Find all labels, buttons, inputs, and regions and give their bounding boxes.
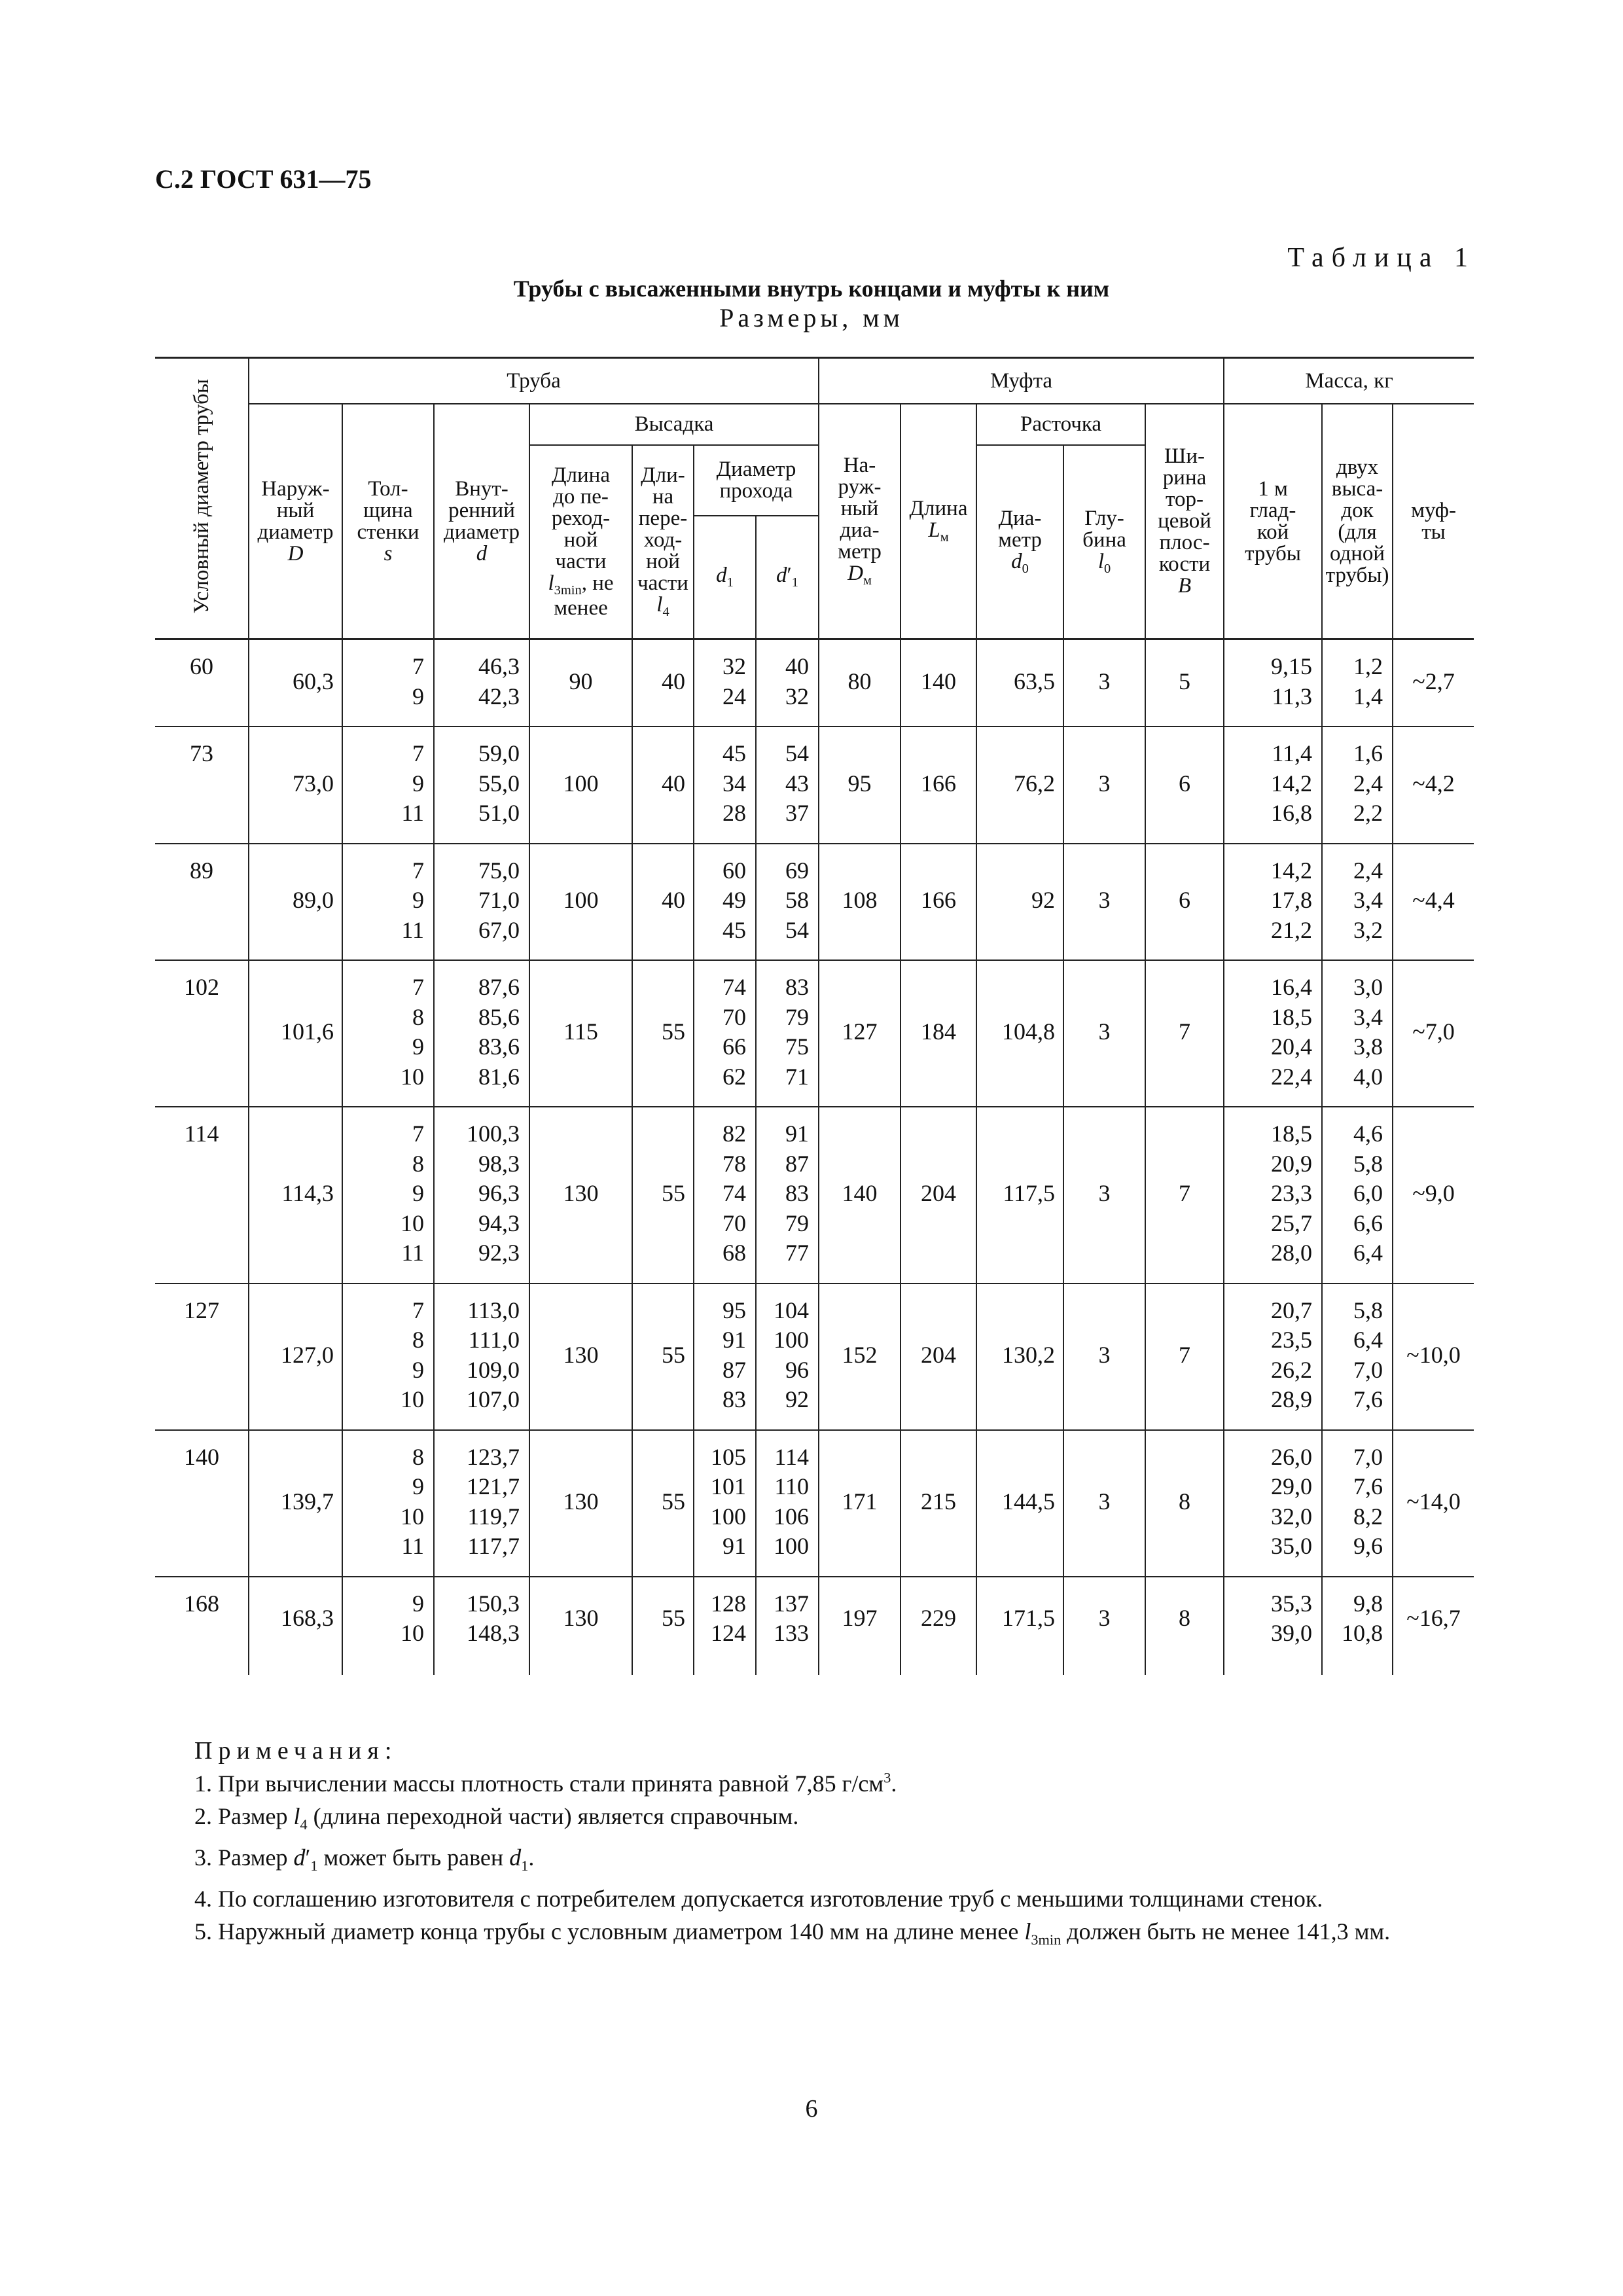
cell-inner-diameter: 75,0 71,0 67,0: [434, 844, 529, 961]
cell-wall-thickness: 7 9: [342, 639, 434, 727]
cell-mass-1m: 18,5 20,9 23,3 25,7 28,0: [1224, 1107, 1322, 1283]
cell-coupling-outer-diameter: 197: [819, 1577, 901, 1675]
cell-boring-depth: 3: [1063, 726, 1145, 844]
cell-end-face-width: 6: [1145, 726, 1224, 844]
cell-mass-coupling: ~10,0: [1393, 1283, 1474, 1430]
header-d1-prime: $d'_1$: [756, 516, 819, 639]
table-row: [155, 960, 1474, 1107]
table-row: [155, 726, 1474, 844]
note-3: 3. Размер $d'_1$ может быть равен $d_1$.: [194, 1844, 535, 1874]
cell-nominal-diameter: 73: [155, 726, 249, 844]
cell-mass-coupling: ~14,0: [1393, 1430, 1474, 1577]
cell-coupling-length: 215: [901, 1430, 976, 1577]
cell-coupling-length: 229: [901, 1577, 976, 1675]
cell-mass-coupling: ~7,0: [1393, 960, 1474, 1107]
table-title: Трубы с высаженными внутрь концами и муфты к ним: [513, 276, 1110, 302]
cell-nominal-diameter: 89: [155, 844, 249, 961]
cell-transition-length: 130: [529, 1577, 632, 1675]
cell-boring-diameter: 144,5: [976, 1430, 1063, 1577]
cell-boring-diameter: 63,5: [976, 639, 1063, 727]
page-number: 6: [805, 2095, 818, 2123]
cell-mass-coupling: ~4,4: [1393, 844, 1474, 961]
table-subtitle: Размеры, мм: [719, 303, 904, 332]
cell-d1: 32 24: [694, 639, 756, 727]
cell-end-face-width: 8: [1145, 1577, 1224, 1675]
cell-mass-coupling: ~9,0: [1393, 1107, 1474, 1283]
cell-mass-1m: 14,2 17,8 21,2: [1224, 844, 1322, 961]
cell-d1: 74 70 66 62: [694, 960, 756, 1107]
cell-inner-diameter: 123,7 121,7 119,7 117,7: [434, 1430, 529, 1577]
document-header: С.2 ГОСТ 631—75: [155, 164, 372, 194]
cell-coupling-outer-diameter: 127: [819, 960, 901, 1107]
cell-outer-diameter: 114,3: [249, 1107, 342, 1283]
cell-nominal-diameter: 168: [155, 1577, 249, 1675]
cell-mass-1m: 35,3 39,0: [1224, 1577, 1322, 1675]
header-mass-two-upsets: двух выса- док (для одной трубы): [1322, 404, 1393, 639]
cell-mass-coupling: ~4,2: [1393, 726, 1474, 844]
cell-outer-diameter: 89,0: [249, 844, 342, 961]
cell-boring-diameter: 104,8: [976, 960, 1063, 1107]
cell-mass-two-upsets: 7,0 7,6 8,2 9,6: [1322, 1430, 1393, 1577]
cell-wall-thickness: 8 9 10 11: [342, 1430, 434, 1577]
table-body: [155, 639, 1474, 1675]
cell-transition-part-length: 40: [632, 844, 694, 961]
table-row: [155, 1283, 1474, 1430]
note-1: 1. При вычислении массы плотность стали принята равной 7,85 $г/см^3$.: [194, 1769, 897, 1797]
cell-outer-diameter: 60,3: [249, 639, 342, 727]
cell-coupling-outer-diameter: 108: [819, 844, 901, 961]
cell-inner-diameter: 46,3 42,3: [434, 639, 529, 727]
header-mass-1m: 1 м глад- кой трубы: [1224, 404, 1322, 639]
notes-section: [155, 1734, 1474, 1956]
cell-d1: 82 78 74 70 68: [694, 1107, 756, 1283]
cell-d1-prime: 54 43 37: [756, 726, 819, 844]
cell-inner-diameter: 113,0 111,0 109,0 107,0: [434, 1283, 529, 1430]
cell-mass-two-upsets: 1,2 1,4: [1322, 639, 1393, 727]
cell-coupling-outer-diameter: 140: [819, 1107, 901, 1283]
cell-d1: 128 124: [694, 1577, 756, 1675]
note-2: 2. Размер $l_4$ (длина переходной части) является справочным.: [194, 1803, 799, 1833]
cell-mass-two-upsets: 9,8 10,8: [1322, 1577, 1393, 1675]
header-coupling-outer-diameter: На- руж- ный диа- метр $D_м$: [819, 404, 901, 639]
cell-d1-prime: 114 110 106 100: [756, 1430, 819, 1577]
header-end-face-width: Ши- рина тор- цевой плос- кости B: [1145, 404, 1224, 639]
table-row: [155, 1107, 1474, 1283]
cell-mass-coupling: ~16,7: [1393, 1577, 1474, 1675]
cell-boring-diameter: 76,2: [976, 726, 1063, 844]
cell-mass-two-upsets: 1,6 2,4 2,2: [1322, 726, 1393, 844]
cell-boring-depth: 3: [1063, 639, 1145, 727]
cell-d1-prime: 104 100 96 92: [756, 1283, 819, 1430]
note-5: 5. Наружный диаметр конца трубы с условным диаметром 140 мм на длине менее $l_{3min}$ должен быть не менее 141,3 мм.: [194, 1918, 1391, 1948]
header-boring-depth: Глу- бина $l_0$: [1063, 445, 1145, 639]
notes-title: Примечания:: [194, 1737, 398, 1765]
cell-end-face-width: 7: [1145, 1107, 1224, 1283]
cell-d1-prime: 83 79 75 71: [756, 960, 819, 1107]
table-row: [155, 844, 1474, 961]
cell-transition-length: 130: [529, 1107, 632, 1283]
cell-d1: 60 49 45: [694, 844, 756, 961]
cell-d1-prime: 69 58 54: [756, 844, 819, 961]
cell-transition-part-length: 40: [632, 639, 694, 727]
cell-wall-thickness: 7 9 11: [342, 726, 434, 844]
cell-d1: 105 101 100 91: [694, 1430, 756, 1577]
cell-transition-part-length: 55: [632, 960, 694, 1107]
cell-wall-thickness: 7 8 9 10: [342, 1283, 434, 1430]
cell-d1-prime: 137 133: [756, 1577, 819, 1675]
cell-coupling-length: 204: [901, 1107, 976, 1283]
cell-outer-diameter: 168,3: [249, 1577, 342, 1675]
cell-coupling-outer-diameter: 95: [819, 726, 901, 844]
table-header: [155, 358, 1474, 639]
cell-coupling-length: 140: [901, 639, 976, 727]
header-coupling: Муфта: [819, 358, 1224, 404]
cell-outer-diameter: 101,6: [249, 960, 342, 1107]
cell-transition-length: 90: [529, 639, 632, 727]
cell-d1: 45 34 28: [694, 726, 756, 844]
header-mass: Масса, кг: [1224, 358, 1474, 404]
cell-coupling-outer-diameter: 152: [819, 1283, 901, 1430]
cell-mass-two-upsets: 4,6 5,8 6,0 6,6 6,4: [1322, 1107, 1393, 1283]
table-number: Таблица 1: [1287, 243, 1476, 273]
cell-wall-thickness: 7 8 9 10: [342, 960, 434, 1107]
cell-boring-diameter: 117,5: [976, 1107, 1063, 1283]
cell-mass-1m: 9,15 11,3: [1224, 639, 1322, 727]
cell-transition-part-length: 55: [632, 1283, 694, 1430]
cell-transition-length: 130: [529, 1283, 632, 1430]
cell-end-face-width: 8: [1145, 1430, 1224, 1577]
cell-inner-diameter: 59,0 55,0 51,0: [434, 726, 529, 844]
header-bore-diameter: Диаметр прохода: [694, 445, 819, 516]
cell-boring-depth: 3: [1063, 1107, 1145, 1283]
cell-wall-thickness: 7 9 11: [342, 844, 434, 961]
cell-end-face-width: 5: [1145, 639, 1224, 727]
header-d1: $d_1$: [694, 516, 756, 639]
cell-inner-diameter: 150,3 148,3: [434, 1577, 529, 1675]
cell-coupling-outer-diameter: 80: [819, 639, 901, 727]
cell-d1-prime: 40 32: [756, 639, 819, 727]
cell-nominal-diameter: 140: [155, 1430, 249, 1577]
note-4: 4. По соглашению изготовителя с потребителем допускается изготовление труб с меньшими толщинами стенок.: [194, 1885, 1323, 1912]
cell-boring-diameter: 130,2: [976, 1283, 1063, 1430]
header-boring: Расточка: [976, 404, 1145, 445]
dimensions-table: [155, 357, 1474, 1675]
header-mass-coupling: муф- ты: [1393, 404, 1474, 639]
cell-inner-diameter: 87,6 85,6 83,6 81,6: [434, 960, 529, 1107]
cell-wall-thickness: 9 10: [342, 1577, 434, 1675]
cell-outer-diameter: 73,0: [249, 726, 342, 844]
cell-boring-depth: 3: [1063, 1577, 1145, 1675]
cell-boring-depth: 3: [1063, 960, 1145, 1107]
cell-end-face-width: 6: [1145, 844, 1224, 961]
header-coupling-length: Длина $L_м$: [901, 404, 976, 639]
header-nominal-diameter: Условный диаметр трубы: [155, 358, 249, 639]
cell-transition-part-length: 55: [632, 1577, 694, 1675]
cell-inner-diameter: 100,3 98,3 96,3 94,3 92,3: [434, 1107, 529, 1283]
cell-end-face-width: 7: [1145, 960, 1224, 1107]
table-row: [155, 639, 1474, 727]
cell-transition-length: 130: [529, 1430, 632, 1577]
header-boring-diameter: Диа- метр $d_0$: [976, 445, 1063, 639]
table-row: [155, 1577, 1474, 1675]
cell-nominal-diameter: 114: [155, 1107, 249, 1283]
cell-mass-coupling: ~2,7: [1393, 639, 1474, 727]
cell-transition-length: 100: [529, 726, 632, 844]
cell-coupling-outer-diameter: 171: [819, 1430, 901, 1577]
cell-d1-prime: 91 87 83 79 77: [756, 1107, 819, 1283]
header-transition-part-length: Дли- на пере- ход- ной части $l_4$: [632, 445, 694, 639]
cell-coupling-length: 184: [901, 960, 976, 1107]
cell-mass-1m: 11,4 14,2 16,8: [1224, 726, 1322, 844]
cell-mass-two-upsets: 5,8 6,4 7,0 7,6: [1322, 1283, 1393, 1430]
table-row: [155, 1430, 1474, 1577]
cell-mass-1m: 20,7 23,5 26,2 28,9: [1224, 1283, 1322, 1430]
header-transition-length: Длина до пе- реход- ной части $l_{3min}$, не менее: [529, 445, 632, 639]
header-pipe: Труба: [249, 358, 819, 404]
cell-mass-two-upsets: 2,4 3,4 3,2: [1322, 844, 1393, 961]
cell-boring-diameter: 171,5: [976, 1577, 1063, 1675]
cell-boring-depth: 3: [1063, 1430, 1145, 1577]
cell-coupling-length: 204: [901, 1283, 976, 1430]
cell-coupling-length: 166: [901, 726, 976, 844]
cell-nominal-diameter: 102: [155, 960, 249, 1107]
cell-boring-diameter: 92: [976, 844, 1063, 961]
cell-boring-depth: 3: [1063, 1283, 1145, 1430]
cell-coupling-length: 166: [901, 844, 976, 961]
cell-d1: 95 91 87 83: [694, 1283, 756, 1430]
cell-mass-1m: 26,0 29,0 32,0 35,0: [1224, 1430, 1322, 1577]
cell-mass-1m: 16,4 18,5 20,4 22,4: [1224, 960, 1322, 1107]
cell-end-face-width: 7: [1145, 1283, 1224, 1430]
cell-transition-part-length: 55: [632, 1107, 694, 1283]
cell-outer-diameter: 127,0: [249, 1283, 342, 1430]
cell-transition-part-length: 55: [632, 1430, 694, 1577]
cell-nominal-diameter: 127: [155, 1283, 249, 1430]
cell-wall-thickness: 7 8 9 10 11: [342, 1107, 434, 1283]
cell-boring-depth: 3: [1063, 844, 1145, 961]
cell-nominal-diameter: 60: [155, 639, 249, 727]
cell-transition-part-length: 40: [632, 726, 694, 844]
header-outer-diameter: Наруж- ный диаметр D: [249, 404, 342, 639]
header-inner-diameter: Внут- ренний диаметр d: [434, 404, 529, 639]
cell-mass-two-upsets: 3,0 3,4 3,8 4,0: [1322, 960, 1393, 1107]
cell-transition-length: 115: [529, 960, 632, 1107]
cell-transition-length: 100: [529, 844, 632, 961]
cell-outer-diameter: 139,7: [249, 1430, 342, 1577]
header-wall-thickness: Тол- щина стенки s: [342, 404, 434, 639]
header-upset: Высадка: [529, 404, 819, 445]
